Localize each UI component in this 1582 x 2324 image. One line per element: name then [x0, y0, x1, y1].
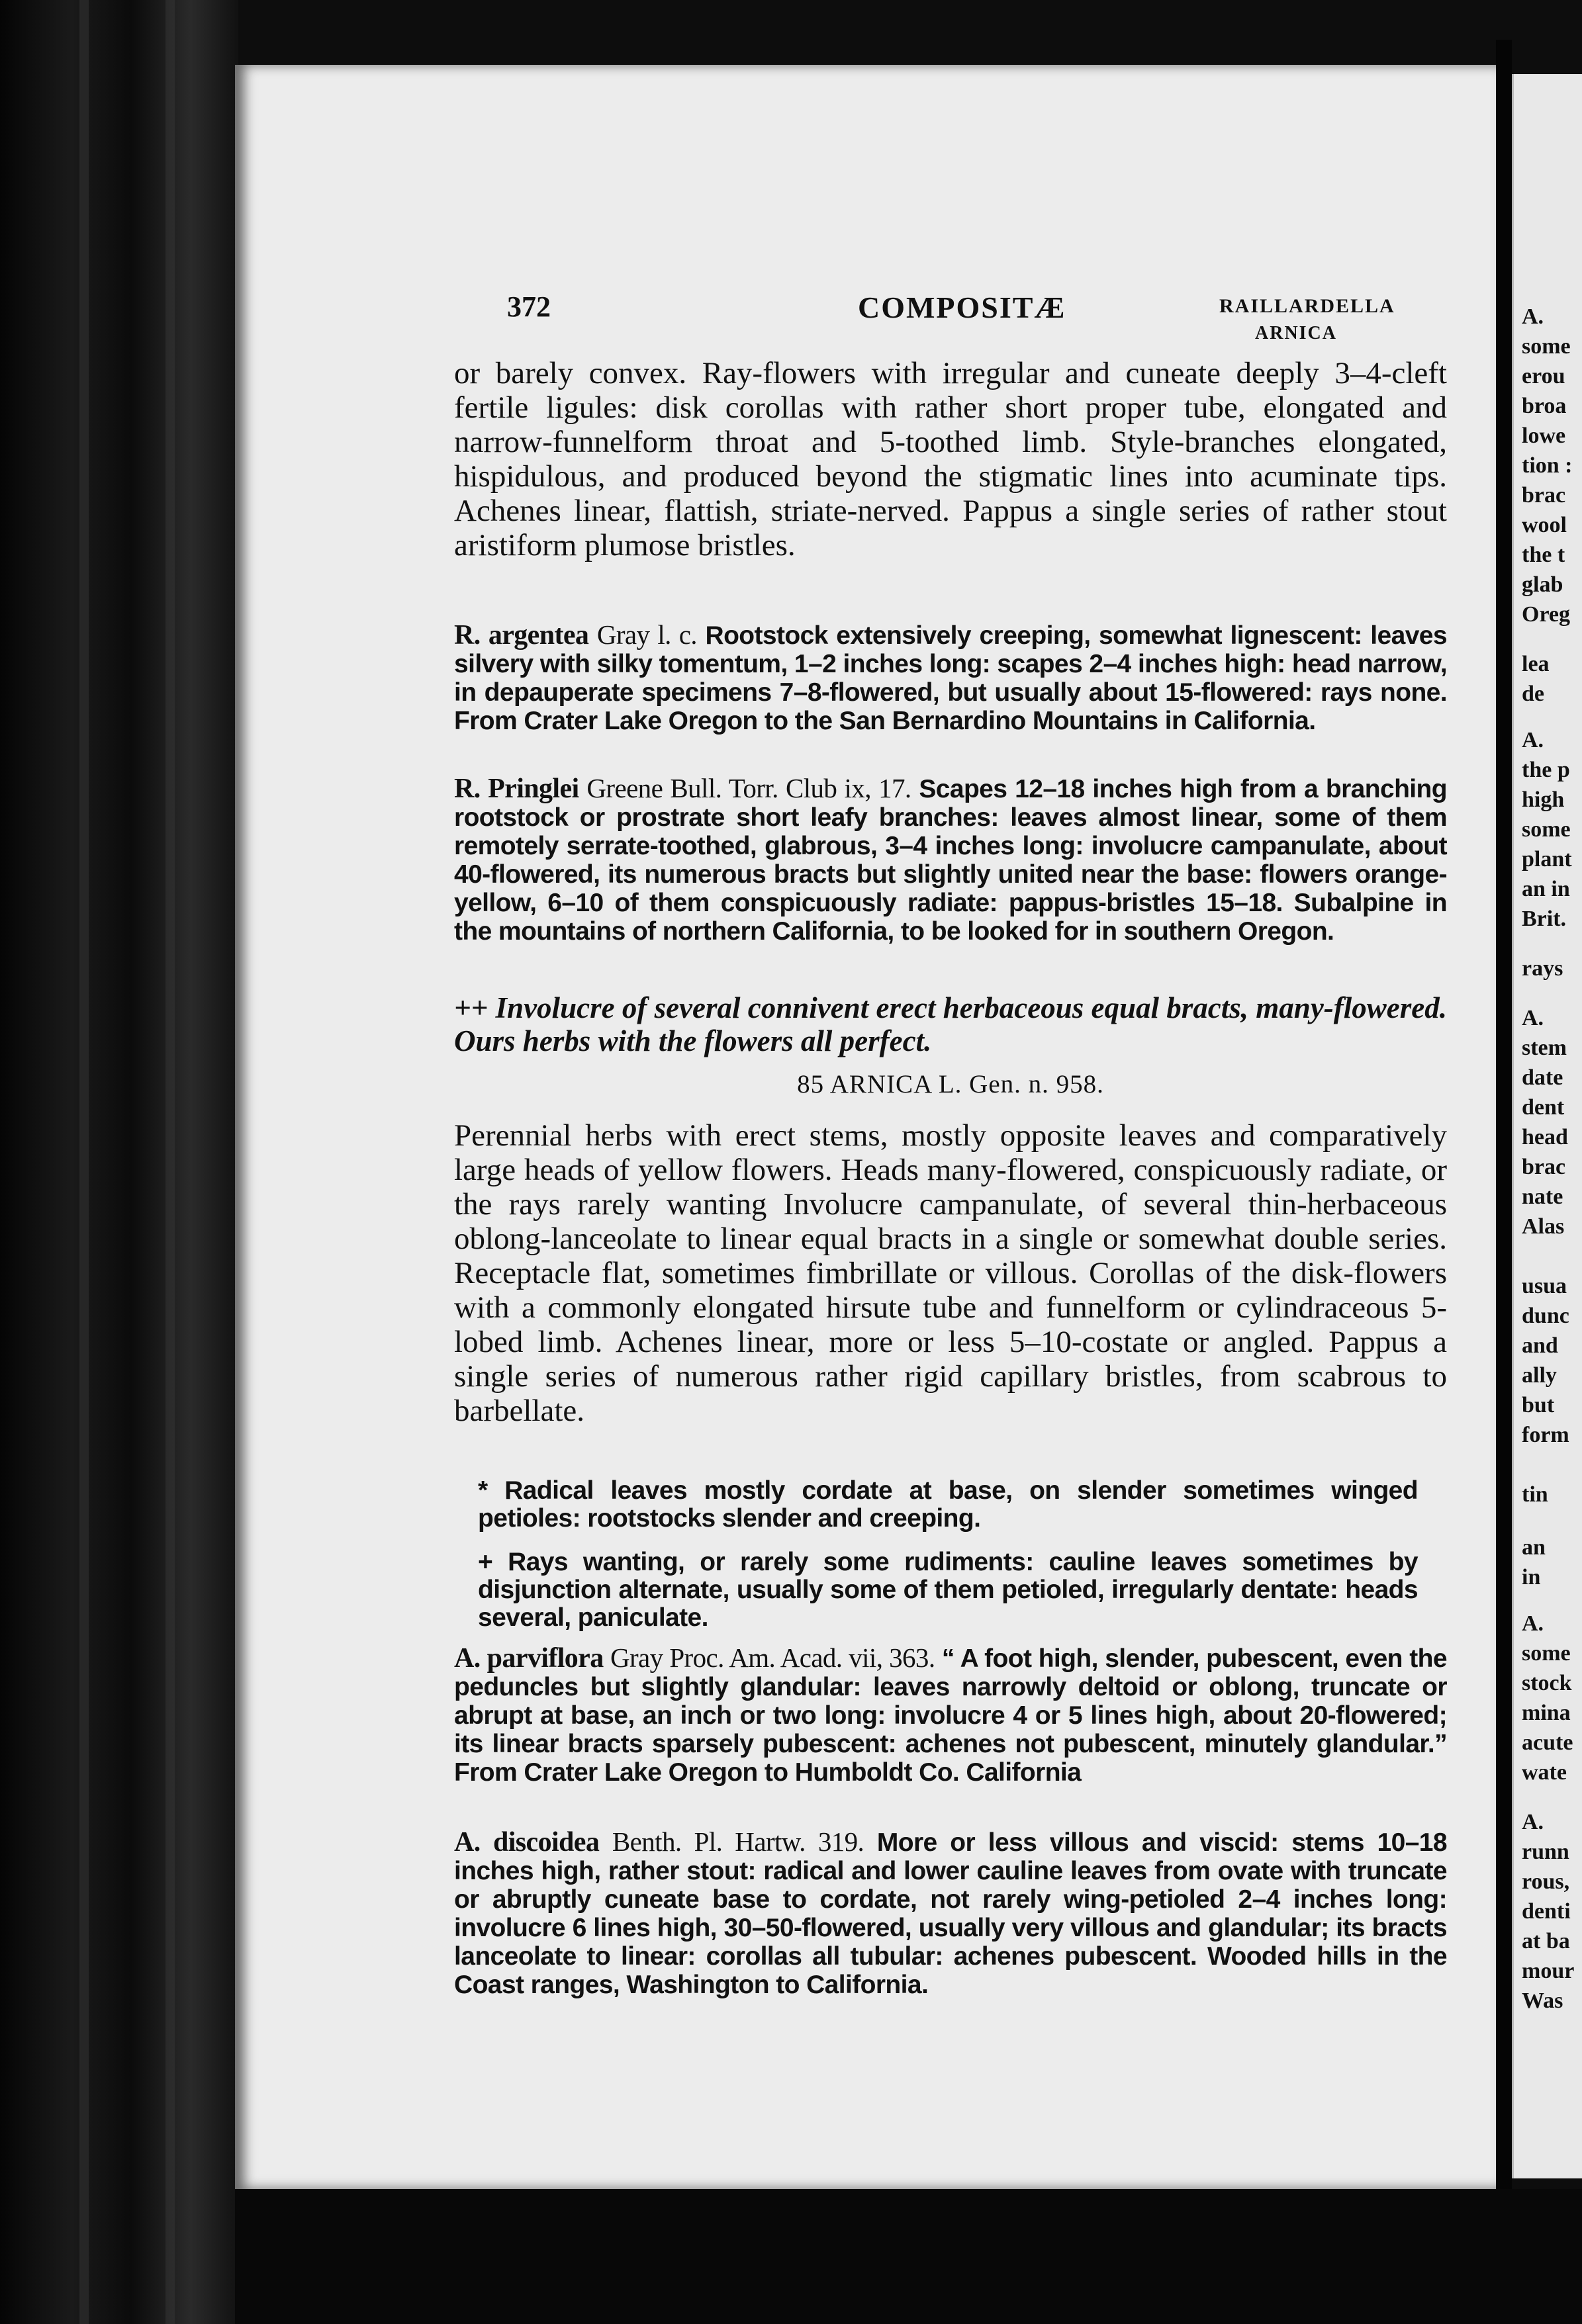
species-name: A. parviflora: [454, 1643, 604, 1674]
adjacent-page-text: dunc: [1522, 1304, 1569, 1328]
adjacent-page-fragment: [1512, 74, 1582, 2178]
species-entry: [454, 1828, 1447, 1999]
key-entry-2: + Rays wanting, or rarely some rudiments: cauline leaves sometimes by disjunction alternate, usually some of them petioled, irregularly dentate: heads several, paniculate.: [478, 1548, 1418, 1632]
running-title: COMPOSITÆ: [858, 290, 1066, 324]
adjacent-page-text: runn: [1522, 1840, 1569, 1864]
genus-heading-block: [454, 1069, 1447, 1099]
adjacent-page-text: broa: [1522, 394, 1567, 418]
genus-label-top: RAILLARDELLA: [1219, 295, 1395, 317]
adjacent-page-text: at ba: [1522, 1929, 1570, 1953]
adjacent-page-text: some: [1522, 334, 1571, 359]
adjacent-page-text: some: [1522, 817, 1571, 842]
species-authority: Greene Bull. Torr. Club ix, 17.: [586, 773, 911, 803]
adjacent-page-text: Brit.: [1522, 907, 1567, 931]
species-authority: Gray l. c.: [596, 619, 697, 650]
adjacent-page-text: lowe: [1522, 424, 1566, 448]
adjacent-page-text: mina: [1522, 1701, 1571, 1725]
adjacent-page-text: date: [1522, 1065, 1563, 1090]
adjacent-page-text: lea: [1522, 652, 1550, 676]
page-header: [507, 290, 1407, 349]
adjacent-page-text: Oreg: [1522, 602, 1571, 627]
adjacent-page-text: wool: [1522, 513, 1567, 537]
genus-description: Perennial herbs with erect stems, mostly opposite leaves and comparatively large heads of yellow flowers. Heads many-flowered, conspicuously radiate, or the rays rarely wanting Involucre campanulate, of several thin-herbaceous oblong-lanceolate to linear equal bracts in a single or somewhat double series. Receptacle flat, sometimes fimbrillate or villous. Corollas of the disk-flowers with a commonly elongated hirsute tube and funnelform or cylindraceous 5-lobed limb. Achenes linear, more or less 5–10-costate or angled. Pappus a single series of numerous rather rigid capillary bristles, from scabrous to barbellate.: [454, 1118, 1447, 1428]
adjacent-page-text: head: [1522, 1125, 1568, 1149]
adjacent-page-text: A.: [1522, 728, 1544, 752]
adjacent-page-text: and: [1522, 1333, 1558, 1358]
adjacent-page-text: Alas: [1522, 1214, 1565, 1239]
genus-label-bottom: ARNICA: [1255, 323, 1337, 343]
page-number: 372: [507, 290, 551, 323]
key-section: [454, 991, 1447, 1057]
adjacent-page-text: mour: [1522, 1959, 1575, 1983]
intro-paragraph: [454, 356, 1447, 562]
scanner-background: [0, 0, 238, 2324]
binding-shadow: [79, 0, 89, 2324]
adjacent-page-text: tion :: [1522, 453, 1573, 478]
species-authority: Gray Proc. Am. Acad. vii, 363.: [610, 1642, 935, 1673]
key-entry-1: * Radical leaves mostly cordate at base, on slender sometimes winged petioles: rootstocks slender and creeping.: [478, 1476, 1418, 1533]
species-name: R. argentea: [454, 620, 589, 650]
adjacent-page-text: acute: [1522, 1730, 1573, 1755]
adjacent-page-text: erou: [1522, 364, 1565, 388]
adjacent-page-text: tin: [1522, 1482, 1548, 1507]
species-description: More or less villous and viscid: stems 10–18 inches high, rather stout: radical and lower cauline leaves from ovate with truncate or abruptly cuneate base to cordate, not rarely wing-petioled 2–4 inches long: involucre 6 lines high, 30–50-flowered, usually very villous and glandular; its bracts lanceolate to linear: corollas all tubular: achenes pubescent. Wooded hills in the Coast ranges, Washington to California.: [454, 1828, 1447, 1999]
adjacent-page-text: an: [1522, 1535, 1546, 1560]
species-description: “ A foot high, slender, pubescent, even the peduncles but slightly glandular: leaves narrowly deltoid or oblong, truncate or abrupt at base, an inch or two long: involucre 4 or 5 lines high, about 20-flowered; its linear bracts sparsely pubescent: achenes not pubescent, minutely glandular.” From Crater Lake Oregon to Humboldt Co. California: [454, 1644, 1447, 1787]
adjacent-page-text: A.: [1522, 304, 1544, 329]
key-entry: [478, 1548, 1418, 1632]
genus-description-block: [454, 1118, 1447, 1428]
species-entry: [454, 774, 1447, 946]
adjacent-page-text: rous,: [1522, 1869, 1570, 1894]
key-entry: [478, 1477, 1418, 1533]
genus-heading: 85 ARNICA L. Gen. n. 958.: [797, 1070, 1104, 1098]
adjacent-page-text: high: [1522, 787, 1565, 812]
adjacent-page-text: the p: [1522, 758, 1570, 782]
adjacent-page-text: A.: [1522, 1611, 1544, 1636]
adjacent-page-text: plant: [1522, 847, 1572, 871]
scanner-background-bottom: [235, 2189, 1582, 2324]
species-entry: [454, 1644, 1447, 1787]
adjacent-page-text: stem: [1522, 1036, 1567, 1060]
adjacent-page-text: an in: [1522, 877, 1570, 901]
adjacent-page-text: A.: [1522, 1006, 1544, 1030]
adjacent-page-text: brac: [1522, 483, 1566, 508]
adjacent-page-text: rays: [1522, 956, 1563, 981]
adjacent-page-text: A.: [1522, 1810, 1544, 1834]
species-name: A. discoidea: [454, 1827, 600, 1857]
species-description: Rootstock extensively creeping, somewhat lignescent: leaves silvery with silky tomentum, 1–2 inches long: scapes 2–4 inches high: head narrow, in depauperate specimens 7–8-flowered, but usually about 15-flowered: rays none. From Crater Lake Oregon to the San Bernardino Mountains in California.: [454, 621, 1447, 735]
species-entry: [454, 621, 1447, 735]
adjacent-page-text: ally: [1522, 1363, 1557, 1388]
intro-text: or barely convex. Ray-flowers with irregular and cuneate deeply 3–4-cleft fertile ligules: disk corollas with rather short proper tube, elongated and narrow-funnelform throat and 5-toothed limb. Style-branches elongated, hispidulous, and produced beyond the stigmatic lines into acuminate tips. Achenes linear, flattish, striate-nerved. Pappus a single series of rather stout aristiform plumose bristles.: [454, 356, 1447, 562]
adjacent-page-text: de: [1522, 682, 1544, 706]
adjacent-page-text: usua: [1522, 1274, 1567, 1298]
page-gutter: [1496, 40, 1512, 2217]
adjacent-page-text: but: [1522, 1393, 1555, 1417]
adjacent-page-text: in: [1522, 1565, 1541, 1589]
adjacent-page-text: nate: [1522, 1184, 1563, 1209]
species-name: R. Pringlei: [454, 774, 579, 804]
adjacent-page-text: denti: [1522, 1899, 1571, 1924]
species-description: Scapes 12–18 inches high from a branching rootstock or prostrate short leafy branches: leaves almost linear, some of them remotely serrate-toothed, glabrous, 3–4 inches long: involucre campanulate, about 40-flowered, its numerous bracts but slightly united near the base: flowers orange-yellow, 6–10 of them conspicuously radiate: pappus-bristles 15–18. Subalpine in the mountains of northern California, to be looked for in southern Oregon.: [454, 775, 1447, 946]
adjacent-page-text: brac: [1522, 1155, 1566, 1179]
adjacent-page-text: form: [1522, 1423, 1569, 1447]
adjacent-page-text: dent: [1522, 1095, 1565, 1120]
adjacent-page-text: some: [1522, 1641, 1571, 1666]
species-authority: Benth. Pl. Hartw. 319.: [612, 1826, 864, 1857]
adjacent-page-text: the t: [1522, 543, 1565, 567]
key-text: ++ Involucre of several connivent erect herbaceous equal bracts, many-flowered. Ours herbs with the flowers all perfect.: [454, 991, 1447, 1057]
adjacent-page-text: stock: [1522, 1671, 1572, 1695]
adjacent-page-text: Was: [1522, 1989, 1563, 2013]
adjacent-page-text: glab: [1522, 572, 1563, 597]
binding-shadow: [165, 0, 175, 2324]
adjacent-page-text: wate: [1522, 1760, 1567, 1785]
